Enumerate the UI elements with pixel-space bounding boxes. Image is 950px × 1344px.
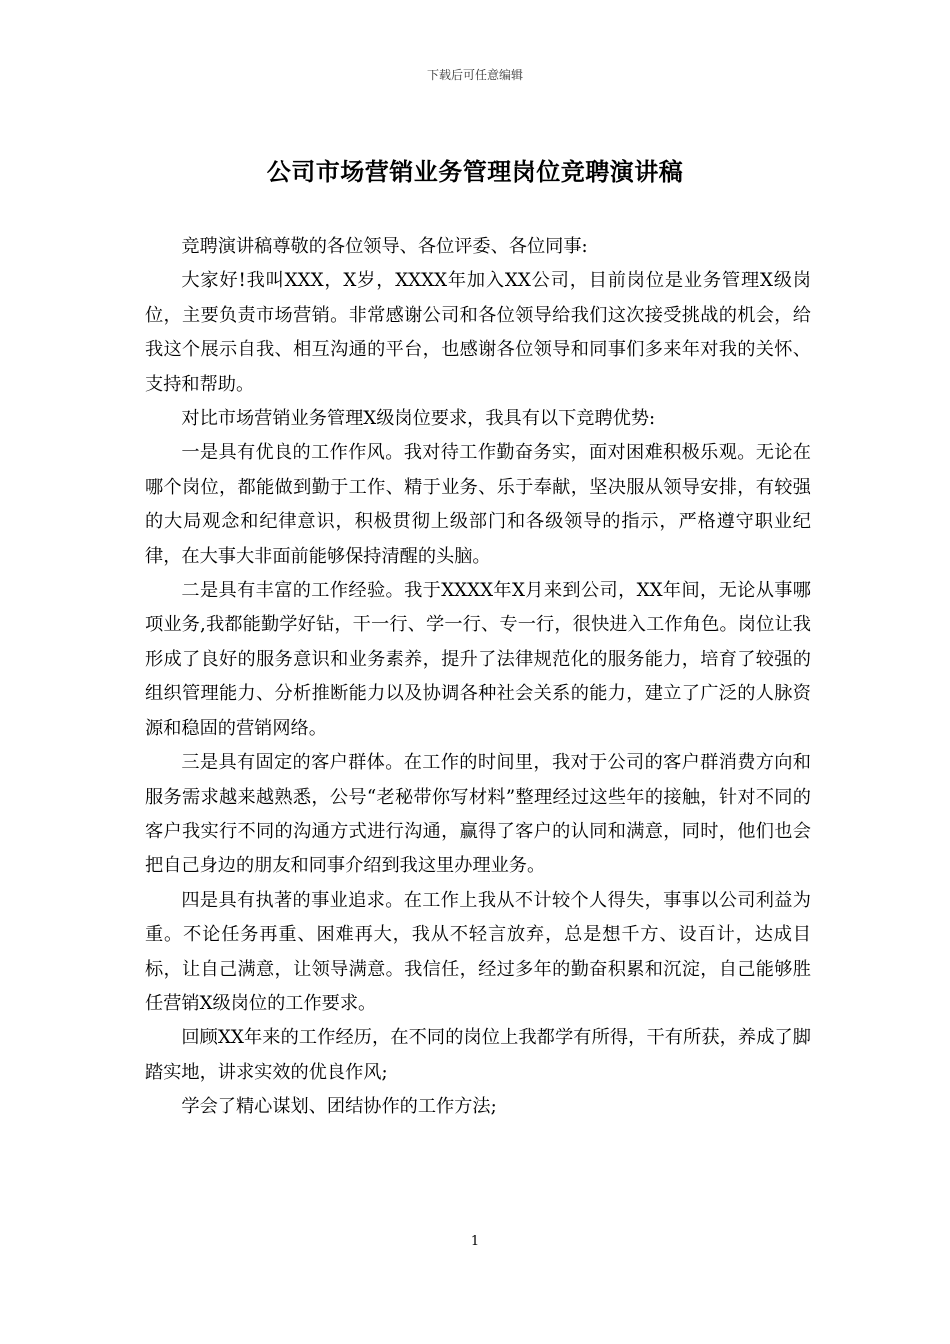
paragraph-salutation: 竞聘演讲稿尊敬的各位领导、各位评委、各位同事:: [181, 236, 588, 257]
paragraph-advantage-4: 四是具有执著的事业追求。在工作上我从不计较个人得失，事事以公司利益为重。不论任务再重、困难再大，我从不轻言放弃，总是想千方、设百计，达成目标，让自己满意，让领导满意。我信任，经过多年的勤奋积累和沉淀，自己能够胜任营销X级岗位的工作要求。: [145, 889, 811, 1014]
paragraph-advantage-2: 二是具有丰富的工作经验。我于XXXX年X月来到公司，XX年间，无论从事哪项业务,我都能勤学好钻，干一行、学一行、专一行，很快进入工作角色。岗位让我形成了良好的服务意识和业务素养，提升了法律规范化的服务能力，培育了较强的组织管理能力、分析推断能力以及协调各种社会关系的能力，建立了广泛的人脉资源和稳固的营销网络。: [145, 580, 811, 739]
paragraph-review: 回顾XX年来的工作经历，在不同的岗位上我都学有所得，干有所获，养成了脚踏实地，讲求实效的优良作风;: [145, 1027, 811, 1083]
paragraph-advantages-intro: 对比市场营销业务管理X级岗位要求，我具有以下竞聘优势:: [181, 408, 656, 430]
paragraph-introduction: 大家好!我叫XXX，X岁，XXXX年加入XX公司，目前岗位是业务管理X级岗位，主要负责市场营销。非常感谢公司和各位领导给我们这次接受挑战的机会，给我这个展示自我、相互沟通的平台，也感谢各位领导和同事们多来年对我的关怀、支持和帮助。: [145, 270, 811, 395]
paragraph-advantage-3: 三是具有固定的客户群体。在工作的时间里，我对于公司的客户群消费方向和服务需求越来越熟悉，公号“老秘带你写材料”整理经过这些年的接触，针对不同的客户我实行不同的沟通方式进行沟通，赢得了客户的认同和满意，同时，他们也会把自己身边的朋友和同事介绍到我这里办理业务。: [145, 752, 811, 877]
paragraph-methods: 学会了精心谋划、团结协作的工作方法;: [181, 1096, 497, 1118]
paragraph-advantage-1: 一是具有优良的工作作风。我对待工作勤奋务实，面对困难积极乐观。无论在哪个岗位，都能做到勤于工作、精于业务、乐于奉献，坚决服从领导安排，有较强的大局观念和纪律意识，积极贯彻上级部门和各级领导的指示，严格遵守职业纪律，在大事大非面前能够保持清醒的头脑。: [145, 442, 811, 567]
document-title: 公司市场营销业务管理岗位竞聘演讲稿: [266, 157, 684, 186]
document-body: [145, 230, 811, 1125]
page-number: 1: [470, 1234, 480, 1249]
header-note: 下载后可任意编辑: [426, 68, 523, 82]
